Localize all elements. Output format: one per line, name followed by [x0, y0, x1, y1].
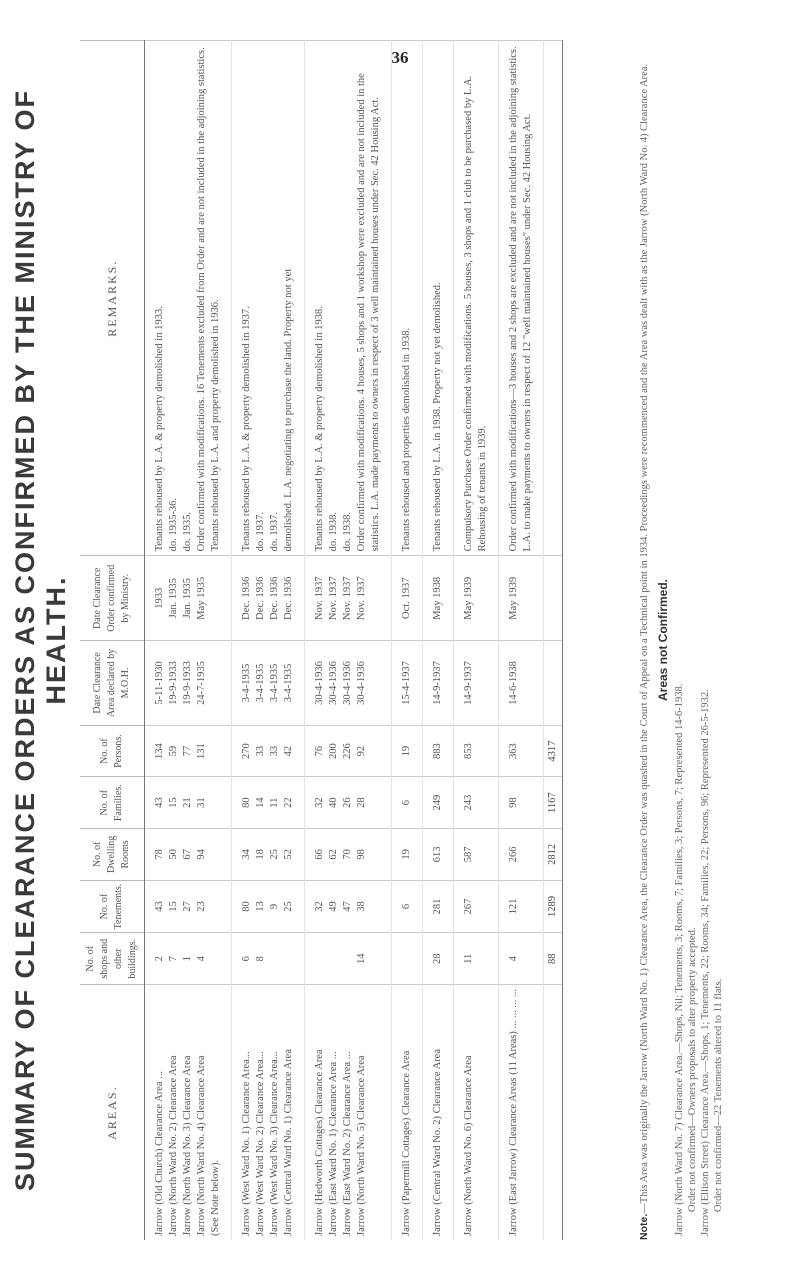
- tenements-cell: [454, 880, 499, 933]
- remarks-value: Tenants rehoused by L.A. & property demolished in 1937.: [241, 306, 252, 552]
- tenements-cell: [305, 880, 392, 933]
- total-tenements: 1289: [544, 880, 563, 933]
- families-cell: [232, 777, 305, 829]
- date-declared-cell: [232, 641, 305, 726]
- date-declared-value: 14-6-1938: [508, 661, 519, 705]
- areas-cell: [232, 985, 305, 1240]
- date-confirmed-value: May 1935: [196, 576, 207, 620]
- date-confirmed-cell: [499, 556, 544, 641]
- date-confirmed-value: Dec. 1936: [283, 576, 294, 620]
- date-declared-value: 15-4-1937: [401, 661, 412, 705]
- rooms-cell: [145, 829, 232, 881]
- rotated-table-sheet: [10, 40, 790, 1240]
- table-body: [145, 41, 544, 1241]
- rooms-cell: [454, 829, 499, 881]
- note-text: —This Area was originally the Jarrow (North Ward No. 1) Clearance Area, the Clearance Order was quashed in the Court of Appeal on a Technical point in 1934. Proceedings were recommenced and the Area was dealt with as the Jarrow (North Ward No. 4) Clearance Area.: [639, 63, 650, 1214]
- date-declared-value: 5-11-1930: [154, 661, 165, 705]
- shops-cell: [423, 933, 454, 985]
- date-confirmed-cell: [454, 556, 499, 641]
- date-declared-cell: [392, 641, 423, 726]
- tenements-value: 43: [154, 901, 165, 912]
- persons-cell: [423, 725, 454, 777]
- persons-value: 270: [241, 743, 252, 759]
- persons-value: 76: [314, 745, 325, 757]
- areas-value: Jarrow (East Jarrow) Clearance Areas (11 Areas) ... ... ... ...: [508, 989, 519, 1236]
- persons-value: 134: [154, 743, 165, 759]
- note-paragraph: [638, 40, 651, 1240]
- families-cell: [454, 777, 499, 829]
- rooms-value: 98: [356, 849, 367, 860]
- families-cell: [392, 777, 423, 829]
- date-declared-value: 30-4-1936: [356, 661, 367, 705]
- tenements-value: 80: [241, 901, 252, 912]
- note-label: Note.: [638, 1213, 650, 1240]
- shops-cell: [232, 933, 305, 985]
- date-confirmed-cell: [232, 556, 305, 641]
- shops-value: [313, 937, 327, 980]
- families-value: 11: [269, 797, 280, 808]
- date-declared-value: 24-7-1935: [196, 661, 207, 705]
- remarks-cell: [454, 41, 499, 556]
- column-header-tenements: No. of Tenements.: [80, 880, 145, 933]
- total-shops: 88: [544, 933, 563, 985]
- remarks-value: do. 1937.: [269, 512, 280, 552]
- rooms-value: 18: [255, 849, 266, 860]
- families-value: 15: [168, 797, 179, 808]
- date-confirmed-cell: [423, 556, 454, 641]
- persons-value: 33: [269, 745, 280, 757]
- date-confirmed-value: Dec. 1936: [255, 576, 266, 620]
- date-declared-value: 19-9-1933: [168, 661, 179, 705]
- families-cell: [423, 777, 454, 829]
- rooms-value: 587: [463, 846, 474, 863]
- notes-section: [638, 40, 725, 1240]
- tenements-value: 49: [328, 901, 339, 912]
- date-confirmed-value: Oct. 1937: [401, 577, 412, 619]
- date-declared-value: 30-4-1936: [328, 661, 339, 705]
- remarks-value: Tenants rehoused by L.A. & property demolished in 1938.: [314, 306, 325, 552]
- tenements-cell: [145, 880, 232, 933]
- tenements-cell: [423, 880, 454, 933]
- rooms-value: 266: [508, 846, 519, 863]
- areas-value: Jarrow (North Ward No. 3) Clearance Area: [182, 1055, 193, 1236]
- shops-value: 11: [463, 953, 474, 964]
- date-confirmed-value: Nov. 1937: [314, 576, 325, 621]
- persons-value: 42: [283, 745, 294, 757]
- remarks-value: Tenants rehoused by L.A. & property demolished in 1933.: [154, 306, 165, 552]
- rooms-cell: [305, 829, 392, 881]
- date-confirmed-value: Jan. 1935: [182, 578, 193, 619]
- persons-value: 131: [196, 743, 207, 759]
- remarks-cell: [392, 41, 423, 556]
- persons-value: 92: [356, 745, 367, 757]
- table-row: [145, 41, 232, 1241]
- persons-value: 59: [168, 745, 179, 757]
- tenements-cell: [392, 880, 423, 933]
- areas-value: Jarrow (Papermill Cottages) Clearance Area: [401, 1050, 412, 1236]
- rooms-value: 78: [154, 849, 165, 860]
- date-confirmed-value: May 1939: [463, 576, 474, 620]
- date-confirmed-value: May 1939: [508, 576, 519, 620]
- page-number: 36: [391, 48, 409, 67]
- areas-cell: [499, 985, 544, 1240]
- totals-row: [544, 41, 563, 1241]
- tenements-value: 13: [255, 901, 266, 912]
- tenements-value: 121: [508, 898, 519, 915]
- persons-cell: [392, 725, 423, 777]
- remarks-value: demolished. L.A. negotiating to purchase the land. Property not yet: [283, 268, 294, 552]
- areas-value: Jarrow (North Ward No. 5) Clearance Area: [356, 1055, 367, 1236]
- table-row: [305, 41, 392, 1241]
- shops-value: 14: [356, 953, 367, 964]
- rooms-value: 613: [432, 846, 443, 863]
- tenements-value: 9: [269, 903, 280, 910]
- date-confirmed-value: May 1938: [432, 576, 443, 620]
- remarks-value: do. 1935-36.: [168, 498, 179, 552]
- shops-cell: [454, 933, 499, 985]
- tenements-value: 47: [342, 901, 353, 912]
- persons-value: 33: [255, 745, 266, 757]
- families-value: 98: [508, 797, 519, 808]
- areas-cell: [454, 985, 499, 1240]
- remarks-cell: [423, 41, 454, 556]
- areas-value: Jarrow (East Ward No. 1) Clearance Area ...: [328, 1051, 339, 1236]
- clearance-orders-table: [80, 40, 563, 1240]
- remarks-value: Tenants rehoused by L.A. in 1938. Property not yet demolished.: [432, 282, 443, 552]
- remarks-value: do. 1937.: [255, 512, 266, 552]
- areas-value: Jarrow (East Ward No. 2) Clearance Area ...: [342, 1051, 353, 1236]
- areas-value: Jarrow (West Ward No. 3) Clearance Area...: [269, 1051, 280, 1236]
- date-confirmed-value: Dec. 1936: [241, 576, 252, 620]
- remarks-cell: [145, 41, 232, 556]
- not-confirmed-line: Jarrow (Ellison Street) Clearance Area.—Shops, 1; Tenements, 22; Rooms, 34; Families, 22; Persons, 96; Represented 26-5-1932.: [700, 689, 711, 1236]
- areas-cell: [423, 985, 454, 1240]
- tenements-cell: [499, 880, 544, 933]
- areas-value: Jarrow (Old Church) Clearance Area ...: [154, 1070, 165, 1236]
- shops-value: 2: [154, 956, 165, 962]
- date-declared-value: 3-4-1935: [255, 663, 266, 703]
- shops-cell: [499, 933, 544, 985]
- rooms-cell: [423, 829, 454, 881]
- table-row: [392, 41, 423, 1241]
- column-header-remarks: REMARKS.: [80, 41, 145, 556]
- date-confirmed-value: 1933: [154, 587, 165, 609]
- shops-cell: [392, 933, 423, 985]
- areas-cell: [392, 985, 423, 1240]
- date-declared-value: 14-9-1937: [432, 661, 443, 705]
- areas-cell: [145, 985, 232, 1240]
- areas-cell: [305, 985, 392, 1240]
- date-declared-value: 30-4-1936: [342, 661, 353, 705]
- tenements-value: 32: [314, 901, 325, 912]
- tenements-value: 38: [356, 901, 367, 912]
- families-cell: [499, 777, 544, 829]
- areas-value: Jarrow (North Ward No. 2) Clearance Area: [168, 1055, 179, 1236]
- rooms-cell: [499, 829, 544, 881]
- tenements-value: 27: [182, 901, 193, 912]
- not-confirmed-line: Order not confirmed—Owners proposals to alter property accepted.: [687, 927, 698, 1212]
- persons-cell: [305, 725, 392, 777]
- shops-value: 28: [432, 953, 443, 964]
- date-declared-cell: [423, 641, 454, 726]
- areas-not-confirmed-title: Areas not Confirmed.: [656, 579, 670, 702]
- table-row: [454, 41, 499, 1241]
- areas-value: Jarrow (Central Ward No. 2) Clearance Area: [432, 1048, 443, 1236]
- shops-value: 1: [182, 956, 193, 962]
- families-value: 243: [463, 794, 474, 811]
- rooms-value: 66: [314, 849, 325, 860]
- shops-value: [400, 937, 414, 980]
- persons-cell: [145, 725, 232, 777]
- areas-value: Jarrow (Hedworth Cottages) Clearance Area: [314, 1049, 325, 1236]
- tenements-value: 25: [283, 901, 294, 912]
- date-confirmed-value: Nov. 1937: [342, 576, 353, 621]
- areas-value: Jarrow (North Ward No. 4) Clearance Area: [196, 1055, 207, 1236]
- families-value: 28: [356, 797, 367, 808]
- date-declared-value: 3-4-1935: [269, 663, 280, 703]
- shops-cell: [145, 933, 232, 985]
- rooms-value: 52: [283, 849, 294, 860]
- total-persons: 4317: [544, 725, 563, 777]
- remarks-cell: [232, 41, 305, 556]
- total-rooms: 2812: [544, 829, 563, 881]
- remarks-value: Order confirmed with modifications. 16 Tenements excluded from Order and are not included in the adjoining statistics. Tenants rehoused by L.A. and property demolished in 1936.: [196, 47, 221, 552]
- persons-value: 883: [432, 743, 443, 759]
- date-confirmed-value: Dec. 1936: [269, 576, 280, 620]
- areas-value: Jarrow (North Ward No. 6) Clearance Area: [463, 1055, 474, 1236]
- column-header-rooms: No. of Dwelling Rooms: [80, 829, 145, 881]
- rooms-value: 25: [269, 849, 280, 860]
- column-header-families: No. of Families.: [80, 777, 145, 829]
- remarks-value: do. 1938.: [342, 512, 353, 552]
- totals-empty-cell: [544, 556, 563, 641]
- date-declared-cell: [305, 641, 392, 726]
- tenements-value: 15: [168, 901, 179, 912]
- table-row: [232, 41, 305, 1241]
- table-row: [423, 41, 454, 1241]
- shops-value: [341, 937, 355, 980]
- date-confirmed-cell: [305, 556, 392, 641]
- date-confirmed-value: Nov. 1937: [356, 576, 367, 621]
- persons-value: 19: [401, 745, 412, 757]
- families-value: 43: [154, 797, 165, 808]
- total-families: 1167: [544, 777, 563, 829]
- date-declared-cell: [454, 641, 499, 726]
- date-declared-value: 19-9-1933: [182, 661, 193, 705]
- families-cell: [145, 777, 232, 829]
- date-declared-value: 14-9-1937: [463, 661, 474, 705]
- families-value: 40: [328, 797, 339, 808]
- areas-value: Jarrow (West Ward No. 2) Clearance Area...: [255, 1051, 266, 1236]
- tenements-value: 6: [401, 903, 412, 910]
- rooms-cell: [392, 829, 423, 881]
- areas-value: Jarrow (Central Ward No. 1) Clearance Area: [283, 1048, 294, 1236]
- areas-value: Jarrow (West Ward No. 1) Clearance Area...: [241, 1051, 252, 1236]
- families-value: 32: [314, 797, 325, 808]
- column-header-date-declared: Date Clearance Area declared by M.O.H.: [80, 641, 145, 726]
- rooms-value: 70: [342, 849, 353, 860]
- page-heading: SUMMARY OF CLEARANCE ORDERS AS CONFIRMED BY THE MINISTRY OF HEALTH.: [10, 88, 71, 1192]
- remarks-value: Compulsory Purchase Order confirmed with modifications. 5 houses, 3 shops and 1 club to be purchased by L.A. Rehousing of tenants in 1939.: [463, 75, 488, 552]
- persons-value: 363: [508, 743, 519, 759]
- rooms-value: 62: [328, 849, 339, 860]
- rooms-value: 94: [196, 849, 207, 860]
- date-declared-cell: [499, 641, 544, 726]
- date-confirmed-cell: [145, 556, 232, 641]
- shops-cell: [305, 933, 392, 985]
- rooms-value: 67: [182, 849, 193, 860]
- persons-value: 853: [463, 743, 474, 759]
- not-confirmed-line: Order not confirmed—22 Tenements altered to 11 flats.: [713, 978, 724, 1212]
- table-row: [499, 41, 544, 1241]
- date-declared-value: 30-4-1936: [314, 661, 325, 705]
- persons-value: 77: [182, 745, 193, 757]
- persons-cell: [454, 725, 499, 777]
- remarks-value: do. 1935.: [182, 512, 193, 552]
- rooms-value: 34: [241, 849, 252, 860]
- date-confirmed-value: Nov. 1937: [328, 576, 339, 621]
- families-cell: [305, 777, 392, 829]
- shops-value: 6: [241, 956, 252, 962]
- not-confirmed-line: Jarrow (North Ward No. 7) Clearance Area.—Shops, Nil; Tenements, 3; Rooms, 7; Families, 3; Persons, 7; Represented 14-6-1938.: [674, 683, 685, 1236]
- date-declared-value: 3-4-1935: [241, 663, 252, 703]
- persons-cell: [499, 725, 544, 777]
- remarks-value: Order confirmed with modifications. 4 houses, 5 shops and 1 workshop were excluded and are not included in the statistics. L.A. made payments to owners in respect of 3 well maintained houses under Sec. 42 Housing Act.: [356, 73, 381, 552]
- column-header-areas: AREAS.: [80, 985, 145, 1240]
- remarks-value: Order confirmed with modifications—3 houses and 2 shops are excluded and are not included in the adjoining statistics. L.A. to make payments to owners in respect of 12 "well maintained houses" under Sec. 42 Housing Act.: [508, 46, 533, 552]
- families-value: 80: [241, 797, 252, 808]
- shops-value: 4: [508, 956, 519, 962]
- families-value: 6: [401, 800, 412, 806]
- shops-value: 4: [196, 956, 207, 962]
- persons-value: 200: [328, 743, 339, 759]
- remarks-value: Tenants rehoused and properties demolished in 1938.: [401, 327, 412, 552]
- tenements-value: 23: [196, 901, 207, 912]
- date-declared-cell: [145, 641, 232, 726]
- areas-value: (See Note below).: [210, 1159, 221, 1236]
- remarks-cell: [305, 41, 392, 556]
- date-confirmed-cell: [392, 556, 423, 641]
- date-declared-value: 3-4-1935: [283, 663, 294, 703]
- column-header-persons: No. of Persons.: [80, 725, 145, 777]
- remarks-cell: [499, 41, 544, 556]
- shops-value: [327, 937, 341, 980]
- rooms-cell: [232, 829, 305, 881]
- families-value: 249: [432, 794, 443, 811]
- column-header-shops: No. of shops and other buildings.: [80, 933, 145, 985]
- table-header-row: [80, 41, 145, 1241]
- persons-value: 226: [342, 743, 353, 759]
- rooms-value: 50: [168, 849, 179, 860]
- families-value: 21: [182, 797, 193, 808]
- totals-empty-cell: [544, 641, 563, 726]
- families-value: 31: [196, 797, 207, 808]
- families-value: 22: [283, 797, 294, 808]
- shops-value: [268, 937, 282, 980]
- families-value: 26: [342, 797, 353, 808]
- date-confirmed-value: Jan. 1935: [168, 578, 179, 619]
- persons-cell: [232, 725, 305, 777]
- shops-value: 8: [255, 956, 266, 962]
- tenements-value: 281: [432, 898, 443, 915]
- totals-label-cell: [544, 985, 563, 1240]
- families-value: 14: [255, 797, 266, 808]
- rooms-value: 19: [401, 849, 412, 860]
- tenements-value: 267: [463, 898, 474, 915]
- tenements-cell: [232, 880, 305, 933]
- column-header-date-confirmed: Date Clearance Order confirmed by Ministry.: [80, 556, 145, 641]
- shops-value: 7: [168, 956, 179, 962]
- shops-value: [282, 937, 296, 980]
- totals-empty-cell: [544, 41, 563, 556]
- remarks-value: do. 1938.: [328, 512, 339, 552]
